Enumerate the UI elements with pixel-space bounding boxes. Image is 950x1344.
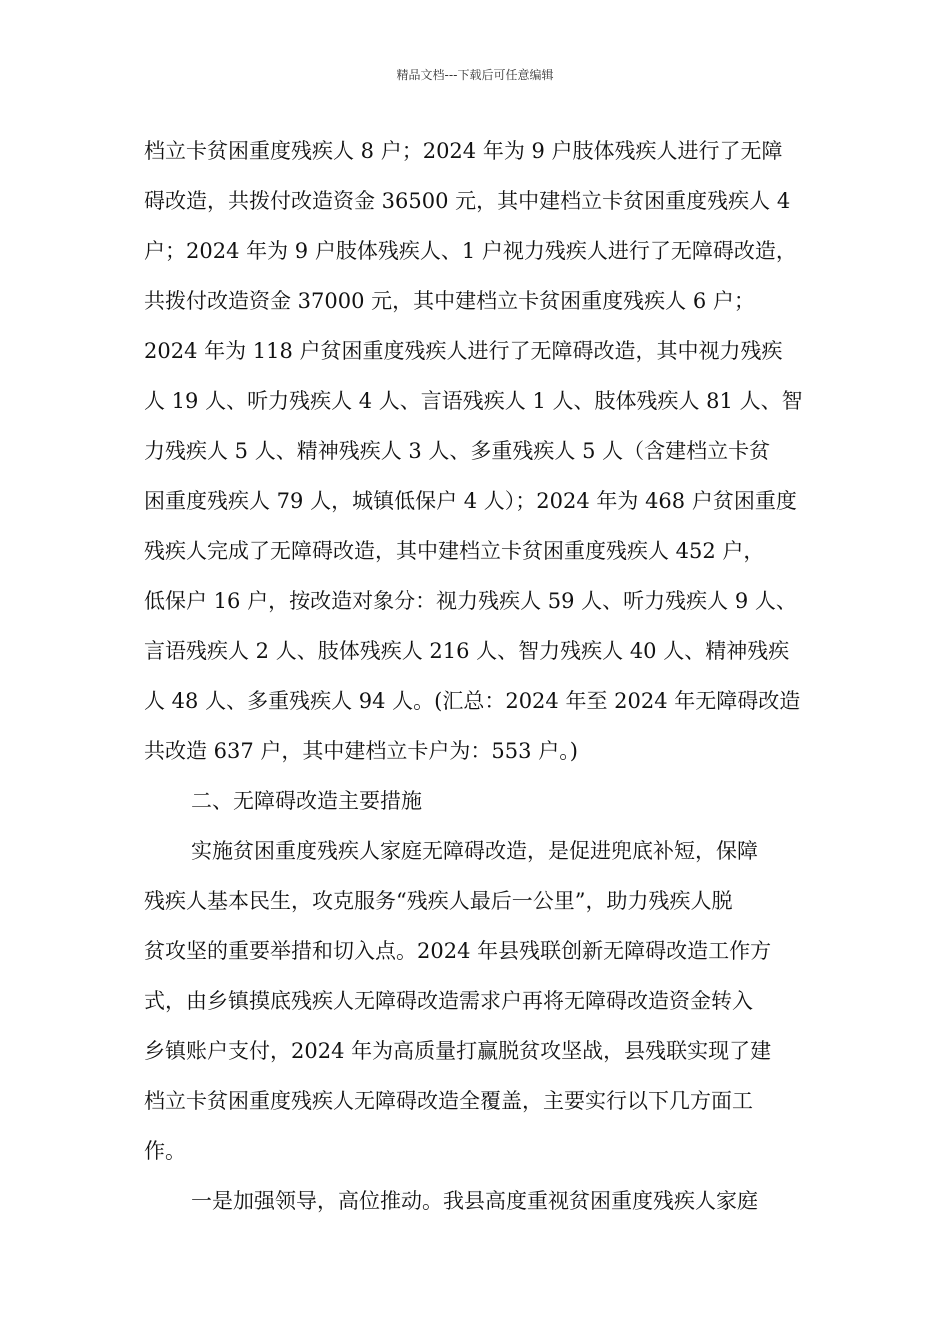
body-line: 档立卡贫困重度残疾人无障碍改造全覆盖，主要实行以下几方面工 (144, 1089, 753, 1113)
body-line: 2024 年为 118 户贫困重度残疾人进行了无障碍改造，其中视力残疾 (144, 339, 783, 363)
page-header: 精品文档---下载后可任意编辑 (396, 68, 554, 82)
body-line: 一是加强领导，高位推动。我县高度重视贫困重度残疾人家庭 (191, 1189, 758, 1213)
body-line: 力残疾人 5 人、精神残疾人 3 人、多重残疾人 5 人（含建档立卡贫 (144, 439, 771, 463)
body-line: 人 48 人、多重残疾人 94 人。(汇总：2024 年至 2024 年无障碍改造 (144, 689, 801, 713)
section-heading: 二、无障碍改造主要措施 (191, 789, 422, 813)
body-line: 式，由乡镇摸底残疾人无障碍改造需求户再将无障碍改造资金转入 (144, 989, 753, 1013)
body-line: 残疾人完成了无障碍改造，其中建档立卡贫困重度残疾人 452 户， (144, 539, 765, 563)
body-line: 低保户 16 户，按改造对象分：视力残疾人 59 人、听力残疾人 9 人、 (144, 589, 797, 613)
body-line: 实施贫困重度残疾人家庭无障碍改造，是促进兜底补短，保障 (191, 839, 758, 863)
body-line: 作。 (144, 1139, 186, 1163)
body-line: 乡镇账户支付，2024 年为高质量打赢脱贫攻坚战，县残联实现了建 (144, 1039, 772, 1063)
body-line: 碍改造，共拨付改造资金 36500 元，其中建档立卡贫困重度残疾人 4 (144, 189, 791, 213)
body-line: 残疾人基本民生，攻克服务“残疾人最后一公里”，助力残疾人脱 (144, 889, 733, 913)
body-line: 人 19 人、听力残疾人 4 人、言语残疾人 1 人、肢体残疾人 81 人、智 (144, 389, 803, 413)
body-line: 困重度残疾人 79 人，城镇低保户 4 人）；2024 年为 468 户贫困重度 (144, 489, 797, 513)
body-line: 共拨付改造资金 37000 元，其中建档立卡贫困重度残疾人 6 户； (144, 289, 755, 313)
body-line: 言语残疾人 2 人、肢体残疾人 216 人、智力残疾人 40 人、精神残疾 (144, 639, 790, 663)
body-line: 户；2024 年为 9 户肢体残疾人、1 户视力残疾人进行了无障碍改造， (144, 239, 797, 263)
body-line: 档立卡贫困重度残疾人 8 户；2024 年为 9 户肢体残疾人进行了无障 (144, 139, 783, 163)
body-line: 贫攻坚的重要举措和切入点。2024 年县残联创新无障碍改造工作方 (144, 939, 772, 963)
body-line: 共改造 637 户，其中建档立卡户为：553 户。) (144, 739, 578, 763)
